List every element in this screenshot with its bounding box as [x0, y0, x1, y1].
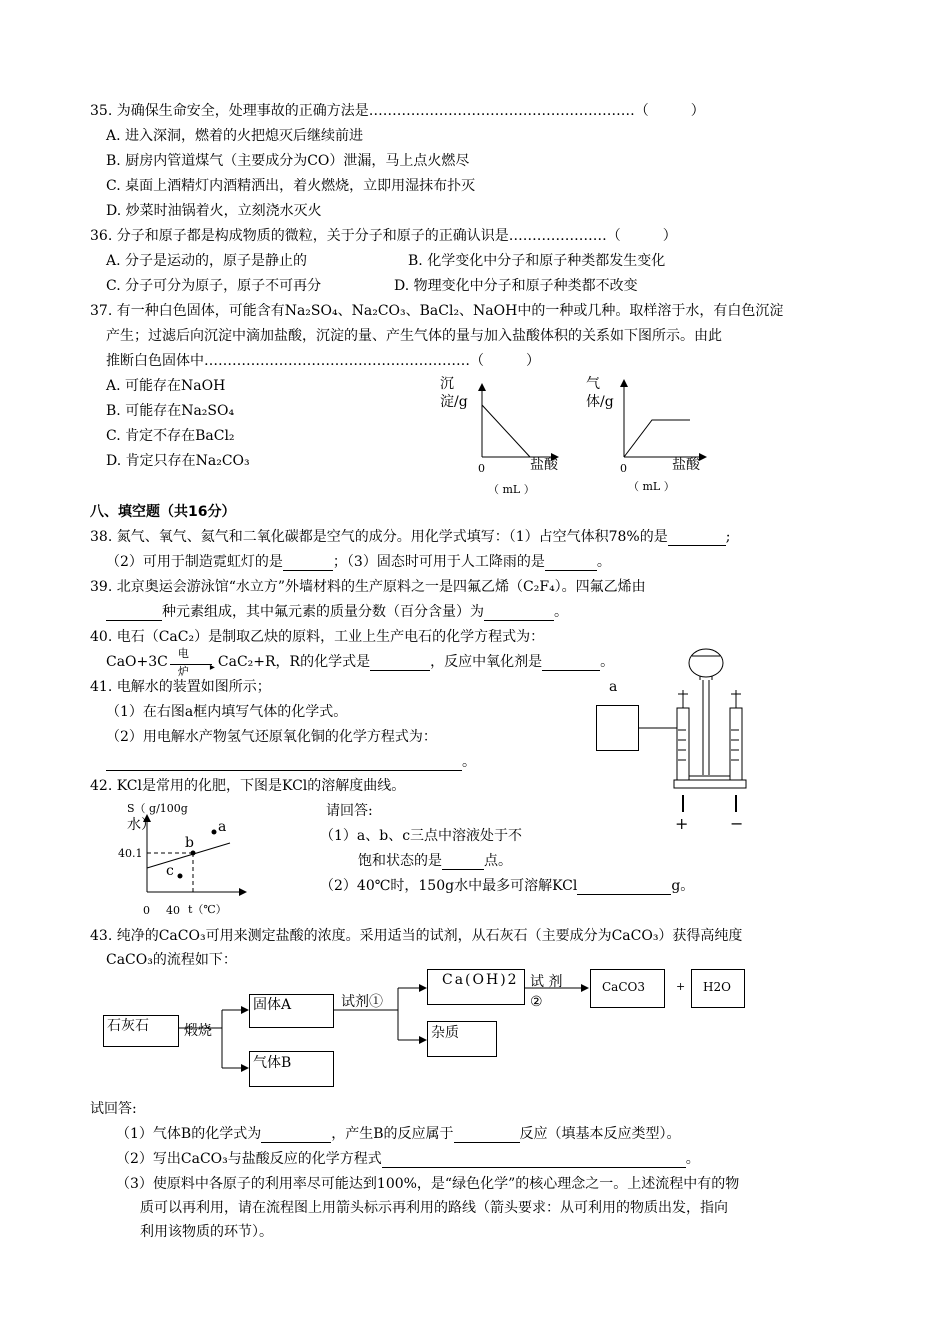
q38-line1: 38. 氮气、氧气、氦气和二氧化碳都是空气的成分。用化学式填写：（1）占空气体积78%的是 ;	[90, 529, 731, 545]
solubility-graph	[147, 815, 246, 892]
solubility-x-tick: 40	[166, 904, 180, 917]
q43-sub1: （1）气体B的化学式为 ，产生B的反应属于 反应（填基本反应类型）。	[116, 1126, 681, 1142]
q37-line2: 产生；过滤后向沉淀中滴加盐酸，沉淀的量、产生气体的量与加入盐酸体积的关系如下图所示。由此	[106, 328, 722, 344]
solubility-xlabel: t（℃）	[188, 903, 227, 916]
graph1-unit: （ mL ）	[488, 483, 535, 496]
reagent1-label: 试剂①	[341, 994, 383, 1010]
negative-terminal: −	[730, 814, 744, 833]
q43-sub2: （2）写出CaCO₃与盐酸反应的化学方程式 。	[116, 1151, 700, 1167]
q43-ask: 试回答:	[90, 1101, 137, 1117]
q36-option-a: A. 分子是运动的，原子是静止的	[106, 253, 308, 269]
graph2-ylabel-2: 体/g	[586, 394, 614, 410]
q35-option-c: C. 桌面上酒精灯内酒精洒出，着火燃烧，立即用湿抹布扑灭	[106, 178, 476, 194]
q43-sub3-line1: （3）使原料中各原子的利用率尽可能达到100%，是“绿色化学”的核心理念之一。上述流程中有的物	[116, 1176, 740, 1192]
reagent2-label: 试 剂	[530, 974, 563, 990]
q35-option-b: B. 厨房内管道煤气（主要成分为CO）泄漏，马上点火燃尽	[106, 153, 470, 169]
q37-line1: 37. 有一种白色固体，可能含有Na₂SO₄、Na₂CO₃、BaCl₂、NaOH中的一种或几种。取样溶于水，有白色沉淀	[90, 303, 784, 319]
q43-sub3-line2: 质可以再利用，请在流程图上用箭头标示再利用的路线（箭头要求：从可利用的物质出发，指向	[140, 1200, 728, 1216]
q39-line1: 39. 北京奥运会游泳馆“水立方”外墙材料的生产原料之一是四氟乙烯（C₂F₄）。四氟乙烯由	[90, 579, 646, 595]
solubility-ylabel-1: S（ g/100g	[127, 802, 188, 815]
q43-line1: 43. 纯净的CaCO₃可用来测定盐酸的浓度。采用适当的试剂，从石灰石（主要成分为CaCO₃）获得高纯度	[90, 928, 743, 944]
graph1-ylabel-2: 淀/g	[440, 394, 468, 410]
graph1-xlabel: 盐酸	[530, 457, 558, 473]
section-title: 八、填空题（共16分）	[90, 504, 236, 520]
gas-b-box: 气体B	[249, 1051, 334, 1087]
q37-option-d: D. 肯定只存在Na₂CO₃	[106, 453, 250, 469]
q42-line1: 42. KCl是常用的化肥，下图是KCl的溶解度曲线。	[90, 778, 406, 794]
label-point-b: b	[185, 835, 194, 851]
q35-stem: 35. 为确保生命安全，处理事故的正确方法是…………………………………………………（ ）	[90, 103, 705, 119]
q35-option-d: D. 炒菜时油锅着火，立刻浇水灭火	[106, 203, 322, 219]
graph2-ylabel-1: 气	[586, 376, 600, 392]
graph2-origin: 0	[620, 462, 627, 475]
q42-part1-b: 饱和状态的是 点。	[358, 853, 512, 869]
graph2-xlabel: 盐酸	[672, 457, 700, 473]
caoh2-box: Ca(OH)2	[427, 969, 525, 1005]
limestone-box: 石灰石	[103, 1015, 179, 1047]
calcine-label: 煅烧	[184, 1023, 212, 1039]
q37-line3: 推断白色固体中…………………………………………………（ ）	[106, 353, 540, 369]
q43-sub3-line3: 利用该物质的环节）。	[140, 1224, 273, 1240]
solubility-y-tick: 40.1	[118, 847, 143, 860]
q41-line3: （2）用电解水产物氢气还原氧化铜的化学方程式为：	[106, 729, 437, 745]
q38-line2: （2）可用于制造霓虹灯的是 ；（3）固态时可用于人工降雨的是 。	[106, 554, 611, 570]
reagent2-number: ②	[530, 994, 543, 1010]
gas-graph	[624, 380, 706, 457]
q35-option-a: A. 进入深洞，燃着的火把熄灭后继续前进	[106, 128, 364, 144]
graph1-ylabel-1: 沉	[440, 376, 454, 392]
solubility-ylabel-2: 水）	[127, 817, 155, 833]
q41-line1: 41. 电解水的装置如图所示；	[90, 679, 271, 695]
label-point-c: c	[166, 863, 174, 879]
point-c	[178, 874, 183, 879]
q42-part1-a: （1）a、b、c三点中溶液处于不	[320, 828, 523, 844]
flow-connectors	[178, 988, 588, 1068]
caco3-box: CaCO3	[590, 969, 665, 1008]
label-a: a	[609, 679, 618, 695]
precipitate-graph	[482, 384, 558, 457]
q41-line2: （1）在右图a框内填写气体的化学式。	[106, 704, 348, 720]
gas-formula-box-a[interactable]	[596, 705, 639, 751]
q36-option-b: B. 化学变化中分子和原子种类都发生变化	[408, 253, 666, 269]
solid-a-box: 固体A	[249, 994, 334, 1028]
q39-line2: 种元素组成，其中氟元素的质量分数（百分含量）为 。	[106, 603, 568, 621]
q37-option-b: B. 可能存在Na₂SO₄	[106, 403, 235, 419]
q42-part2: （2）40℃时，150g水中最多可溶解KCl g。	[320, 878, 695, 894]
q37-option-c: C. 肯定不存在BaCl₂	[106, 428, 235, 444]
positive-terminal: +	[675, 814, 689, 833]
graph1-origin: 0	[478, 462, 485, 475]
q41-answer-line: 。	[106, 753, 476, 771]
q36-option-d: D. 物理变化中分子和原子种类都不改变	[394, 278, 638, 294]
graph2-unit: （ mL ）	[628, 480, 675, 493]
impurity-box: 杂质	[427, 1021, 497, 1057]
q40-line1: 40. 电石（CaC₂）是制取乙炔的原料，工业上生产电石的化学方程式为：	[90, 629, 545, 645]
label-point-a: a	[218, 819, 227, 835]
electrolysis-apparatus	[638, 649, 746, 812]
q37-option-a: A. 可能存在NaOH	[106, 378, 226, 394]
point-a	[212, 830, 217, 835]
gas-curve	[624, 420, 690, 457]
h2o-box: H2O	[691, 969, 745, 1008]
solubility-origin: 0	[143, 904, 150, 917]
q40-equation: CaO+3C 电 ▸ 炉 CaC₂+R，R的化学式是 ，反应中氧化剂是 。	[106, 647, 615, 678]
precipitate-curve	[482, 405, 530, 457]
q42-ask: 请回答:	[326, 803, 373, 819]
q36-option-c: C. 分子可分为原子，原子不可再分	[106, 278, 322, 294]
flow-plus: +	[676, 980, 686, 993]
q43-line2: CaCO₃的流程如下：	[106, 952, 237, 968]
q36-stem: 36. 分子和原子都是构成物质的微粒，关于分子和原子的正确认识是…………………（ ）	[90, 228, 677, 244]
